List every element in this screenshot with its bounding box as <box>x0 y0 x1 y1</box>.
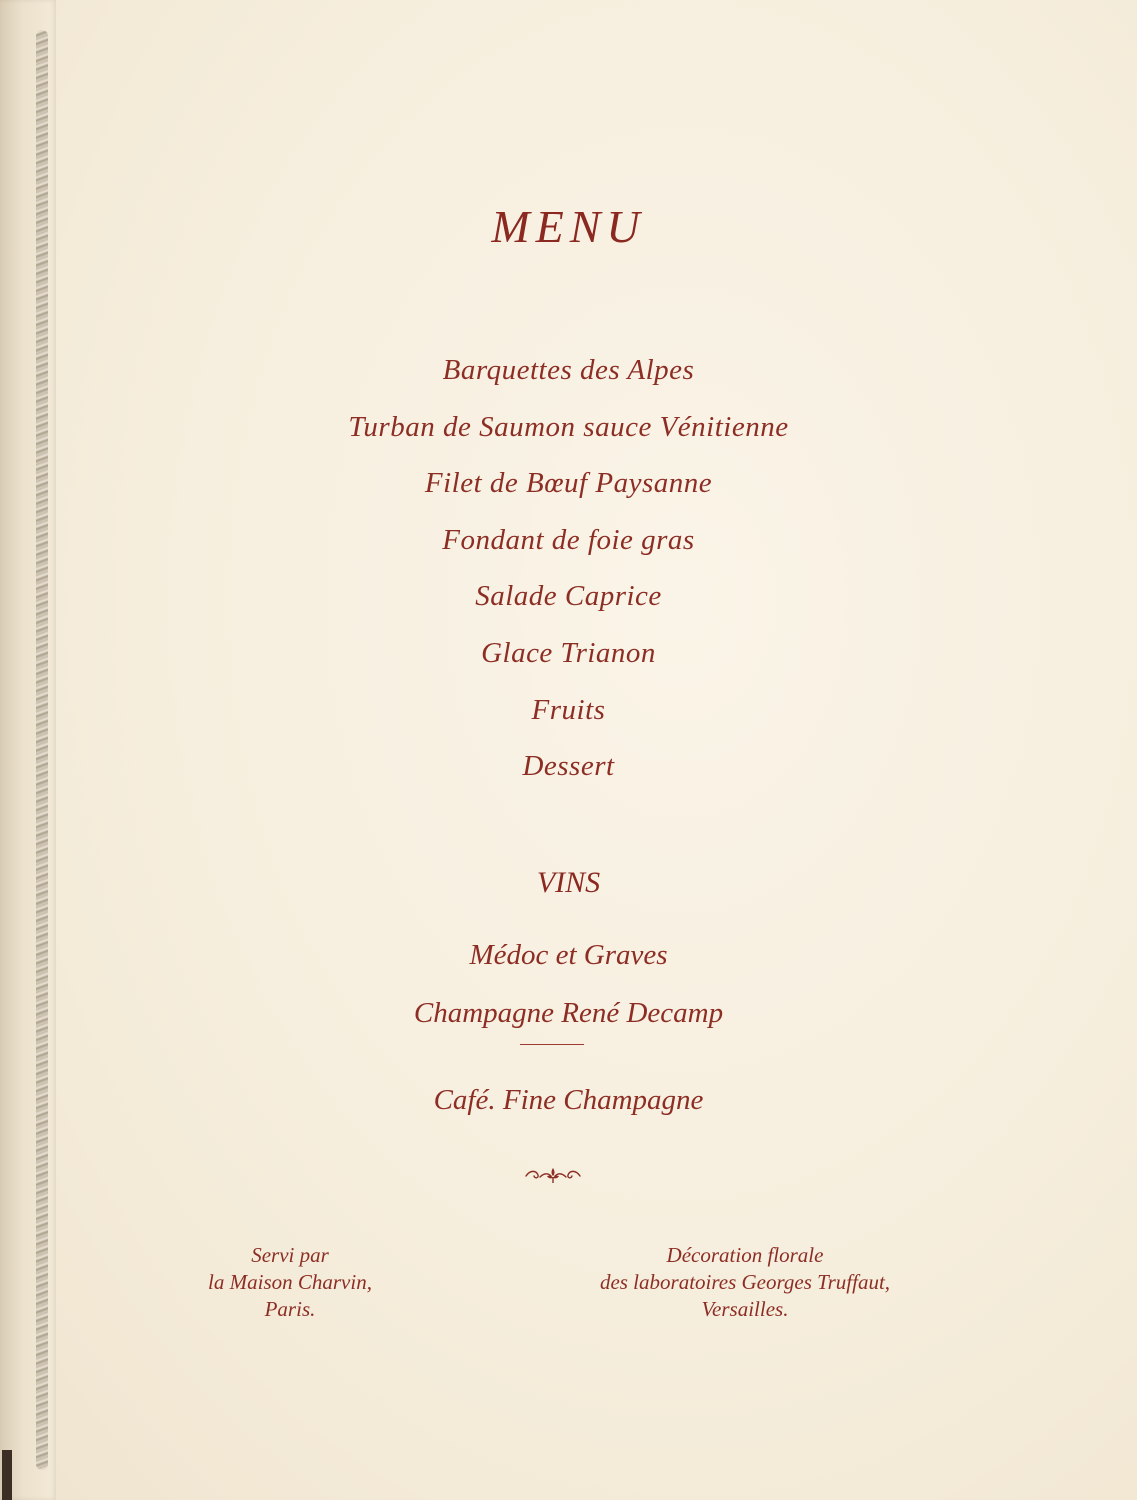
menu-item: Barquettes des Alpes <box>442 354 695 386</box>
menu-item: Fruits <box>531 693 606 726</box>
florist-credit <box>540 1242 950 1323</box>
wines-list <box>0 933 1137 1049</box>
caterer-credit-line: la Maison Charvin, <box>208 1270 372 1294</box>
divider-rule <box>520 1044 584 1045</box>
menu-item: Filet de Bœuf Paysanne <box>424 467 713 500</box>
florist-credit-line: Décoration florale <box>666 1243 824 1267</box>
menu-items-list <box>0 348 1137 801</box>
wines-title: VINS <box>536 866 601 899</box>
florist-credit-line: des laboratoires Georges Truffaut, <box>599 1270 891 1294</box>
page-edge-shadow <box>2 1450 12 1500</box>
coffee-line: Café. Fine Champagne <box>433 1084 704 1116</box>
menu-title: MENU <box>491 201 646 252</box>
caterer-credit-line: Paris. <box>264 1297 316 1321</box>
wine-item: Champagne René Decamp <box>413 997 724 1029</box>
menu-item: Turban de Saumon sauce Vénitienne <box>348 410 789 443</box>
florist-credit-line: Versailles. <box>701 1297 789 1321</box>
fleuron-ornament-icon <box>524 1166 582 1184</box>
menu-item: Glace Trianon <box>481 636 656 669</box>
menu-item: Salade Caprice <box>475 580 662 613</box>
menu-item: Fondant de foie gras <box>442 523 695 556</box>
menu-item: Dessert <box>522 750 615 783</box>
wine-item: Médoc et Graves <box>469 939 668 971</box>
caterer-credit-line: Servi par <box>251 1243 329 1267</box>
caterer-credit <box>170 1242 410 1323</box>
